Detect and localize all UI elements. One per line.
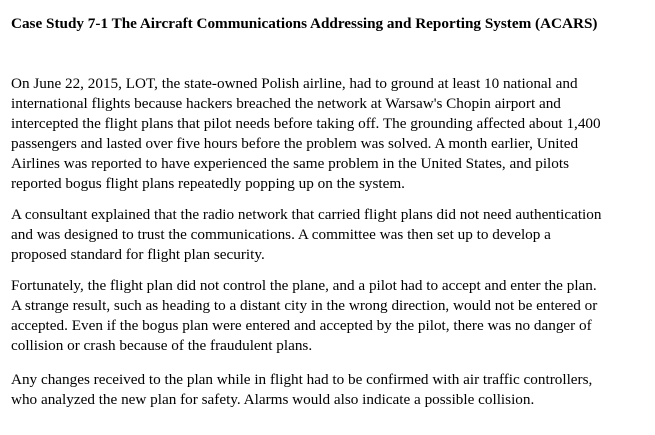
paragraph-line: collision or crash because of the fraudulent plans. — [11, 337, 313, 354]
paragraph-3 — [11, 276, 651, 356]
paragraph-line: Fortunately, the flight plan did not control the plane, and a pilot had to accept and enter the plan. — [11, 277, 597, 294]
paragraph-line: Any changes received to the plan while in flight had to be confirmed with air traffic controllers, — [11, 371, 593, 388]
paragraph-line: reported bogus flight plans repeatedly popping up on the system. — [11, 175, 405, 192]
paragraph-2 — [11, 205, 651, 265]
paragraph-line: Airlines was reported to have experienced the same problem in the United States, and pilots — [11, 155, 569, 172]
paragraph-line: intercepted the flight plans that pilot needs before taking off. The grounding affected about 1,400 — [11, 115, 601, 132]
paragraph-line: accepted. Even if the bogus plan were entered and accepted by the pilot, there was no danger of — [11, 317, 592, 334]
paragraph-line: passengers and lasted over five hours before the problem was solved. A month earlier, United — [11, 135, 579, 152]
paragraph-line: who analyzed the new plan for safety. Alarms would also indicate a possible collision. — [11, 391, 535, 408]
paragraph-line: and was designed to trust the communications. A committee was then set up to develop a — [11, 226, 551, 243]
paragraph-line: A strange result, such as heading to a distant city in the wrong direction, would not be entered or — [11, 297, 598, 314]
paragraph-line: proposed standard for flight plan security. — [11, 246, 265, 263]
paragraph-1 — [11, 74, 651, 194]
paragraph-line: On June 22, 2015, LOT, the state-owned Polish airline, had to ground at least 10 national and — [11, 75, 578, 92]
paragraph-line: A consultant explained that the radio network that carried flight plans did not need authentication — [11, 206, 602, 223]
paragraph-line: international flights because hackers breached the network at Warsaw's Chopin airport and — [11, 95, 561, 112]
case-study-title: Case Study 7-1 The Aircraft Communications Addressing and Reporting System (ACARS) — [11, 15, 598, 32]
paragraph-4 — [11, 370, 651, 410]
